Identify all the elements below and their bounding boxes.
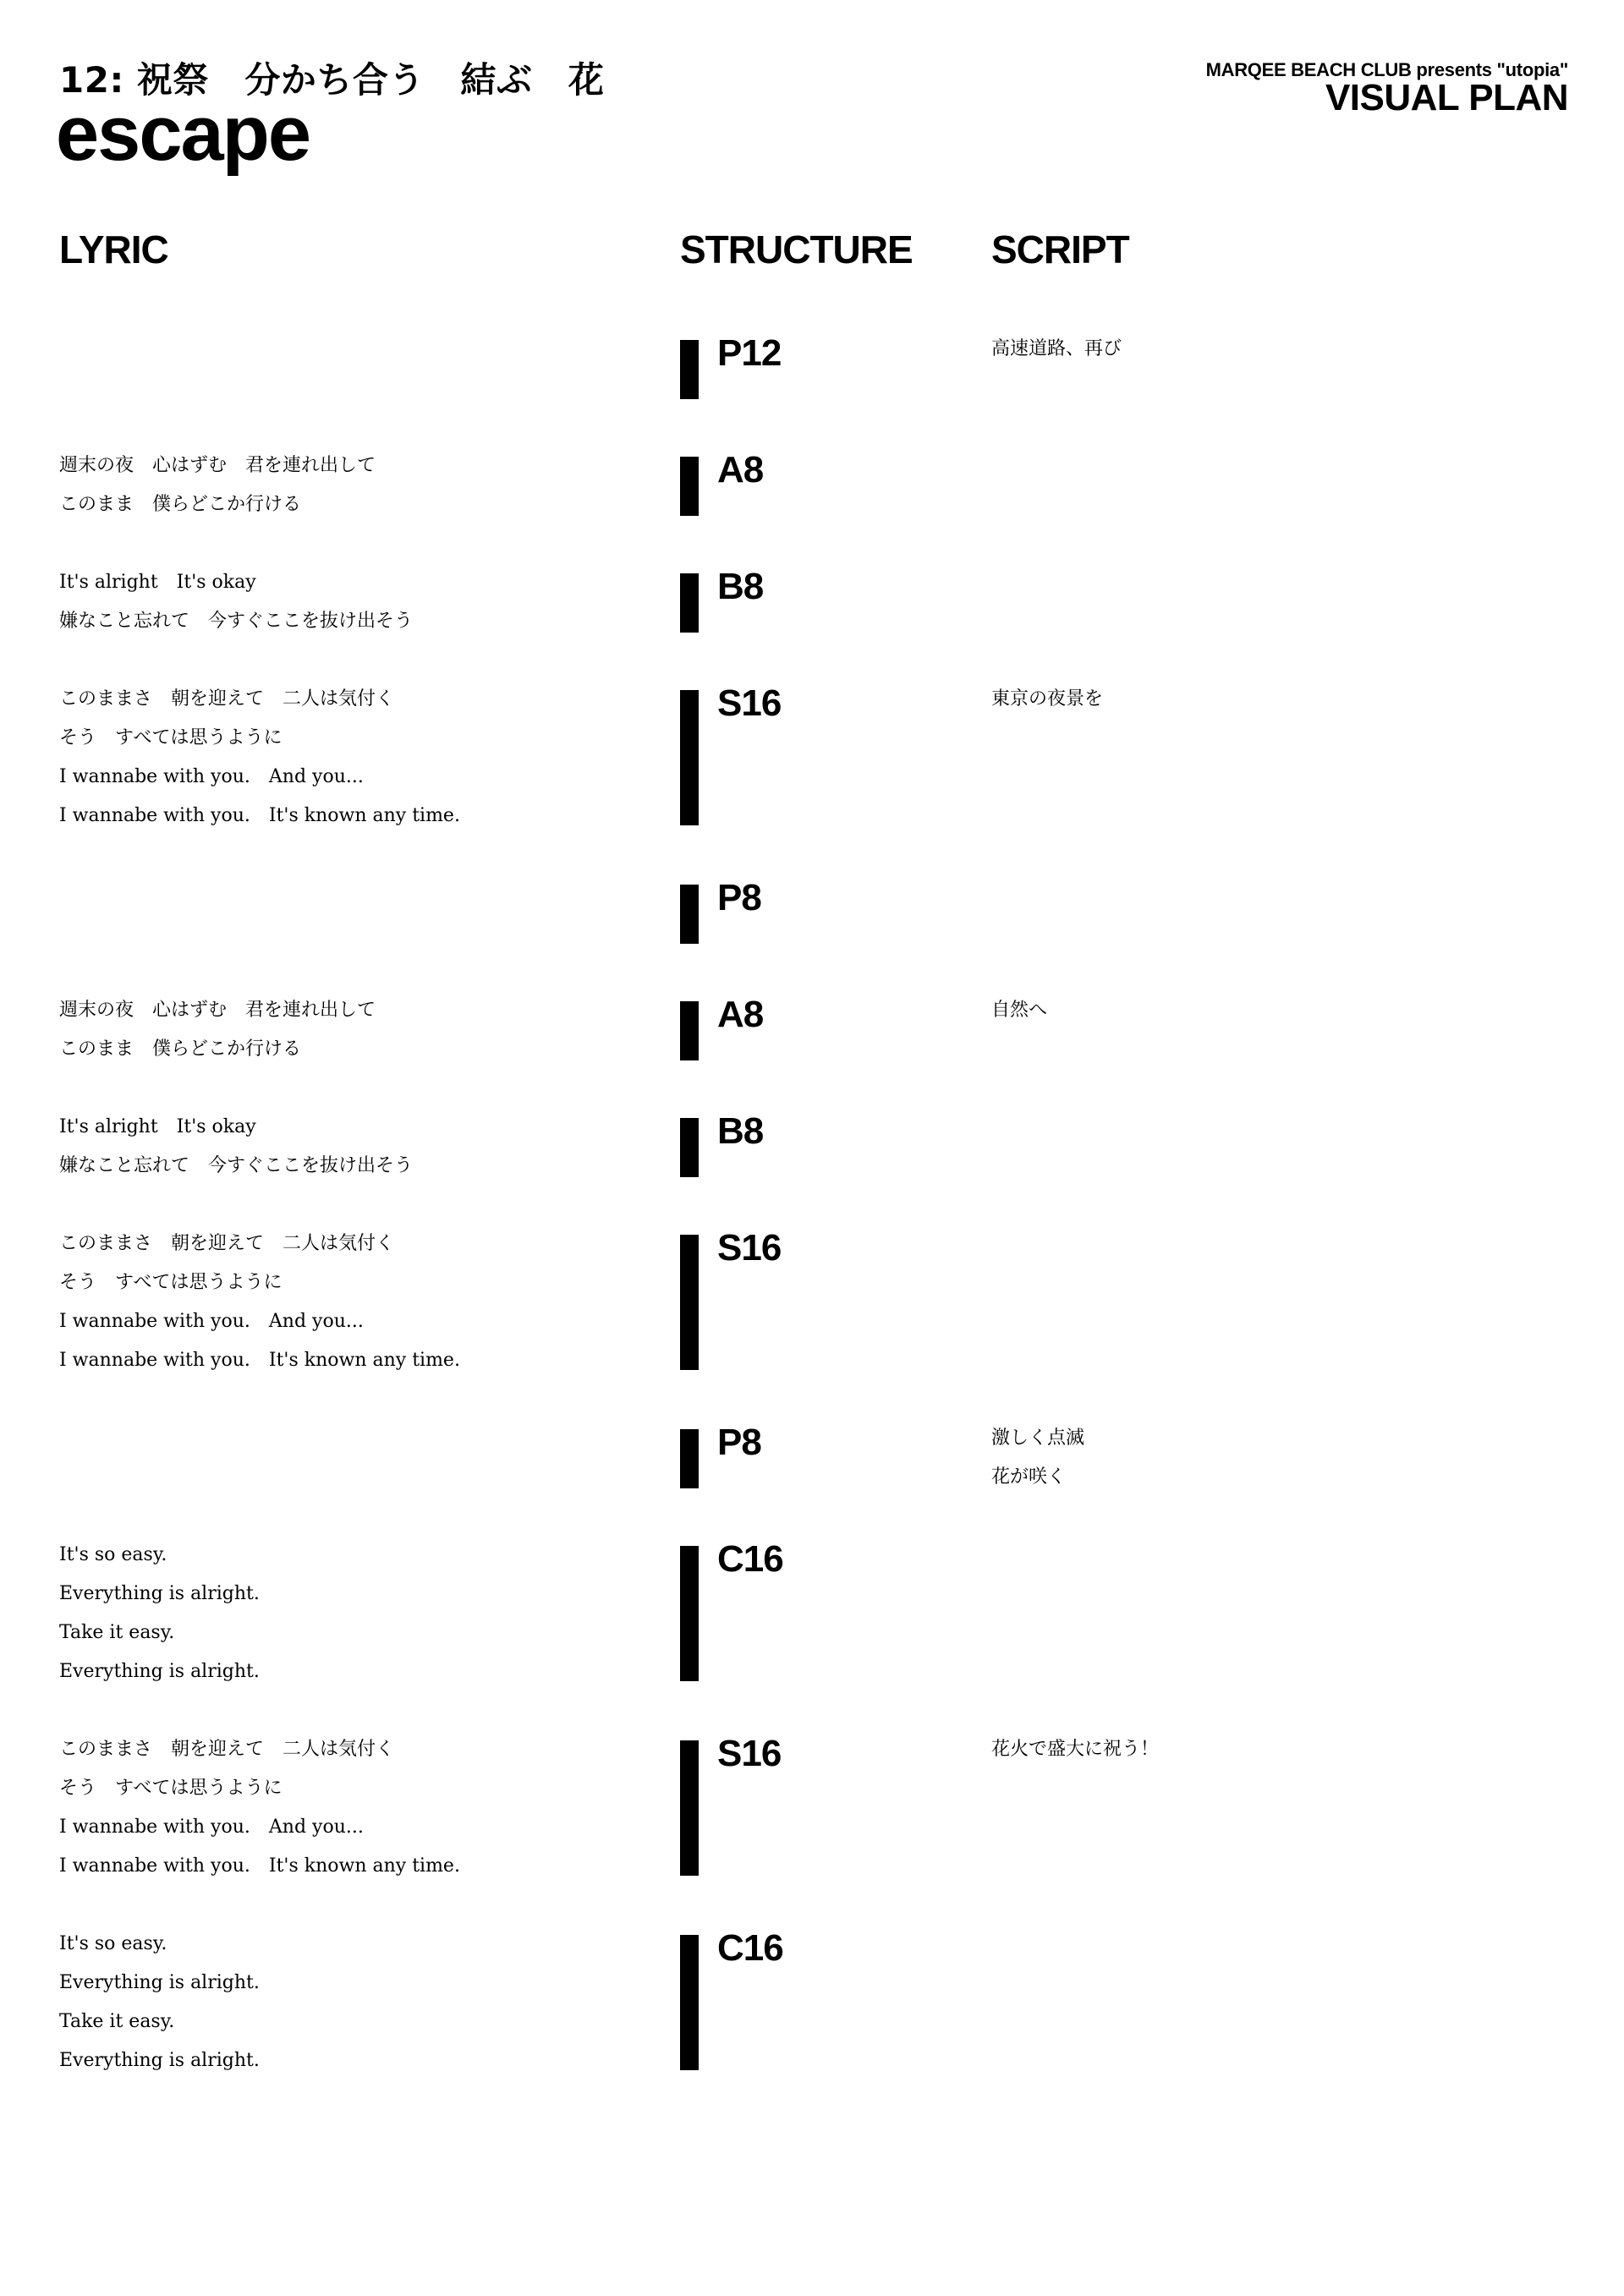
song-number-title: 12: 祝祭 分かち合う 結ぶ 花 bbox=[59, 59, 605, 101]
lyric-line: I wannabe with you. It's known any time. bbox=[59, 1350, 460, 1371]
structure-bar bbox=[680, 690, 699, 825]
lyric-line: It's so easy. bbox=[59, 1544, 167, 1565]
lyric-line: Take it easy. bbox=[59, 2011, 175, 2032]
structure-label: B8 bbox=[717, 1110, 764, 1152]
lyric-line: 週末の夜 心はずむ 君を連れ出して bbox=[59, 1000, 376, 1021]
script-line: 激しく点滅 bbox=[991, 1427, 1085, 1449]
script-line: 東京の夜景を bbox=[991, 688, 1104, 710]
section-row bbox=[0, 563, 1624, 641]
script-line: 自然へ bbox=[991, 1000, 1048, 1021]
section-row bbox=[0, 991, 1624, 1069]
lyric-line: I wannabe with you. And you... bbox=[59, 766, 364, 787]
lyric-line: Everything is alright. bbox=[59, 1661, 260, 1682]
lyric-line: そう すべては思うように bbox=[59, 1272, 283, 1293]
song-title: escape bbox=[56, 90, 310, 177]
script-column-header: SCRIPT bbox=[991, 227, 1129, 271]
structure-label: S16 bbox=[717, 1227, 782, 1269]
event-presents: MARQEE BEACH CLUB presents "utopia" bbox=[1205, 59, 1568, 80]
structure-bar bbox=[680, 457, 699, 516]
lyric-line: I wannabe with you. And you... bbox=[59, 1817, 364, 1838]
structure-bar bbox=[680, 1740, 699, 1876]
structure-label: C16 bbox=[717, 1927, 783, 1969]
structure-column-header: STRUCTURE bbox=[680, 227, 913, 271]
section-row bbox=[0, 680, 1624, 836]
section-script bbox=[991, 680, 1103, 719]
lyric-line: 嫌なこと忘れて 今すぐここを抜け出そう bbox=[59, 611, 414, 632]
lyric-line: Everything is alright. bbox=[59, 1583, 260, 1604]
structure-label: S16 bbox=[717, 682, 782, 724]
lyric-column-header: LYRIC bbox=[59, 227, 168, 271]
section-lyrics bbox=[59, 1225, 460, 1380]
structure-label: A8 bbox=[717, 994, 764, 1035]
lyric-line: このままさ 朝を迎えて 二人は気付く bbox=[59, 1233, 395, 1254]
section-row bbox=[0, 1730, 1624, 1886]
lyric-line: Everything is alright. bbox=[59, 1972, 260, 1993]
lyric-line: このまま 僕らどこか行ける bbox=[59, 494, 302, 515]
structure-label: S16 bbox=[717, 1733, 782, 1774]
structure-label: P8 bbox=[717, 877, 761, 918]
section-row bbox=[0, 1108, 1624, 1186]
structure-bar bbox=[680, 1001, 699, 1060]
section-lyrics bbox=[59, 1925, 260, 2080]
section-lyrics bbox=[59, 1536, 260, 1691]
structure-bar bbox=[680, 340, 699, 399]
section-lyrics bbox=[59, 1730, 460, 1886]
lyric-line: It's so easy. bbox=[59, 1933, 167, 1954]
structure-bar bbox=[680, 573, 699, 633]
lyric-line: このままさ 朝を迎えて 二人は気付く bbox=[59, 688, 395, 710]
section-lyrics bbox=[59, 680, 460, 836]
section-row bbox=[0, 1536, 1624, 1691]
section-script bbox=[991, 330, 1122, 369]
script-line: 高速道路、再び bbox=[991, 338, 1122, 359]
section-row bbox=[0, 1225, 1624, 1380]
lyric-line: 週末の夜 心はずむ 君を連れ出して bbox=[59, 455, 376, 476]
document-type-title: VISUAL PLAN bbox=[1325, 77, 1568, 118]
section-row bbox=[0, 874, 1624, 952]
section-row bbox=[0, 447, 1624, 524]
structure-label: P8 bbox=[717, 1422, 761, 1463]
structure-label: P12 bbox=[717, 332, 782, 374]
lyric-line: このまま 僕らどこか行ける bbox=[59, 1038, 302, 1060]
structure-label: B8 bbox=[717, 566, 764, 607]
lyric-line: Everything is alright. bbox=[59, 2050, 260, 2071]
lyric-line: It's alright It's okay bbox=[59, 572, 256, 593]
section-script bbox=[991, 991, 1047, 1030]
structure-bar bbox=[680, 885, 699, 944]
section-script bbox=[991, 1730, 1159, 1769]
structure-label: C16 bbox=[717, 1538, 783, 1580]
section-lyrics bbox=[59, 991, 376, 1069]
section-row bbox=[0, 1925, 1624, 2080]
structure-bar bbox=[680, 1235, 699, 1370]
section-lyrics bbox=[59, 447, 376, 524]
lyric-line: I wannabe with you. It's known any time. bbox=[59, 805, 460, 826]
lyric-line: Take it easy. bbox=[59, 1622, 175, 1643]
lyric-line: It's alright It's okay bbox=[59, 1116, 256, 1137]
section-lyrics bbox=[59, 563, 413, 641]
structure-bar bbox=[680, 1118, 699, 1177]
script-line: 花火で盛大に祝う！ bbox=[991, 1739, 1160, 1760]
section-lyrics bbox=[59, 1108, 413, 1186]
structure-bar bbox=[680, 1546, 699, 1681]
lyric-line: そう すべては思うように bbox=[59, 727, 283, 748]
lyric-line: I wannabe with you. And you... bbox=[59, 1311, 364, 1332]
lyric-line: 嫌なこと忘れて 今すぐここを抜け出そう bbox=[59, 1155, 414, 1176]
lyric-line: I wannabe with you. It's known any time. bbox=[59, 1855, 460, 1877]
lyric-line: そう すべては思うように bbox=[59, 1778, 283, 1799]
structure-bar bbox=[680, 1429, 699, 1488]
section-script bbox=[991, 1419, 1084, 1497]
script-line: 花が咲く bbox=[991, 1466, 1067, 1488]
structure-bar bbox=[680, 1935, 699, 2070]
lyric-line: このままさ 朝を迎えて 二人は気付く bbox=[59, 1739, 395, 1760]
section-row bbox=[0, 1419, 1624, 1497]
structure-label: A8 bbox=[717, 449, 764, 490]
section-row bbox=[0, 330, 1624, 408]
